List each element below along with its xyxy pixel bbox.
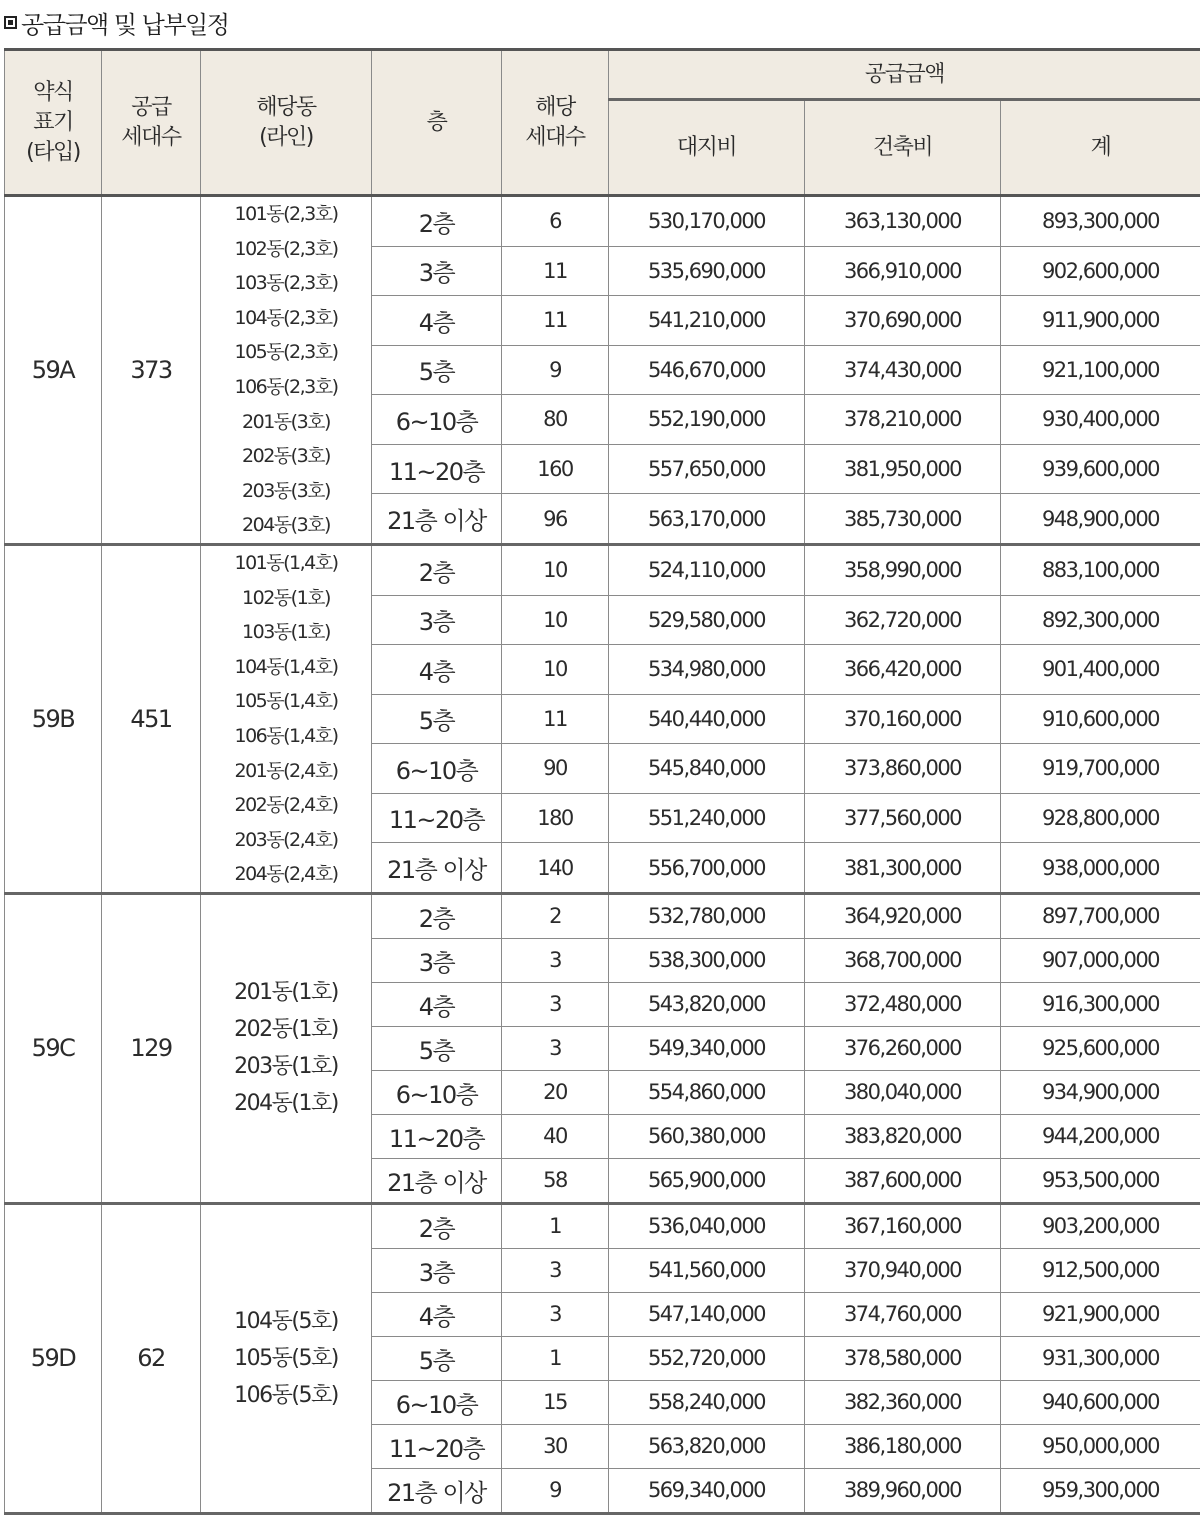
floor-cell: 21층 이상 xyxy=(372,1468,502,1513)
units-cell: 180 xyxy=(502,793,609,843)
units-cell: 160 xyxy=(502,444,609,494)
land-cost-cell: 551,240,000 xyxy=(609,793,805,843)
dong-line-item: 101동(1,4호) xyxy=(201,546,371,581)
land-cost-cell: 558,240,000 xyxy=(609,1380,805,1424)
total-cell: 916,300,000 xyxy=(1001,982,1200,1026)
supply-units-cell: 62 xyxy=(102,1203,201,1513)
building-cost-cell: 376,260,000 xyxy=(805,1026,1001,1070)
header-type xyxy=(5,50,102,196)
header-units xyxy=(502,50,609,196)
floor-cell: 3층 xyxy=(372,938,502,982)
dong-line-item: 106동(2,3호) xyxy=(201,370,371,405)
header-type-line: 약식 xyxy=(5,78,101,108)
land-cost-cell: 563,170,000 xyxy=(609,494,805,545)
table-row xyxy=(5,544,1200,595)
floor-cell: 3층 xyxy=(372,246,502,296)
total-cell: 919,700,000 xyxy=(1001,744,1200,794)
land-cost-cell: 556,700,000 xyxy=(609,843,805,894)
land-cost-cell: 538,300,000 xyxy=(609,938,805,982)
building-cost-cell: 382,360,000 xyxy=(805,1380,1001,1424)
dong-line-cell xyxy=(201,544,372,893)
total-cell: 959,300,000 xyxy=(1001,1468,1200,1513)
dong-line-cell xyxy=(201,1203,372,1513)
units-cell: 20 xyxy=(502,1070,609,1114)
building-cost-cell: 374,430,000 xyxy=(805,345,1001,395)
dong-line-item: 104동(1,4호) xyxy=(201,650,371,685)
floor-cell: 4층 xyxy=(372,1292,502,1336)
land-cost-cell: 529,580,000 xyxy=(609,595,805,645)
header-dong-line xyxy=(201,50,372,196)
units-cell: 140 xyxy=(502,843,609,894)
total-cell: 934,900,000 xyxy=(1001,1070,1200,1114)
header-units-line: 해당 xyxy=(502,93,608,123)
units-cell: 10 xyxy=(502,645,609,695)
header-building-cost: 건축비 xyxy=(805,100,1001,196)
land-cost-cell: 557,650,000 xyxy=(609,444,805,494)
header-type-line: 표기 xyxy=(5,108,101,138)
land-cost-cell: 547,140,000 xyxy=(609,1292,805,1336)
header-supply-units xyxy=(102,50,201,196)
units-cell: 10 xyxy=(502,595,609,645)
land-cost-cell: 530,170,000 xyxy=(609,196,805,247)
dong-line-item: 103동(2,3호) xyxy=(201,266,371,301)
floor-cell: 5층 xyxy=(372,694,502,744)
land-cost-cell: 536,040,000 xyxy=(609,1203,805,1248)
supply-price-table xyxy=(4,48,1200,1515)
type-cell: 59C xyxy=(5,893,102,1203)
dong-line-item: 202동(1호) xyxy=(201,1011,371,1048)
floor-cell: 4층 xyxy=(372,982,502,1026)
floor-cell: 2층 xyxy=(372,1203,502,1248)
total-cell: 893,300,000 xyxy=(1001,196,1200,247)
table-header xyxy=(5,50,1200,196)
header-total: 계 xyxy=(1001,100,1200,196)
dong-line-item: 106동(1,4호) xyxy=(201,719,371,754)
dong-line-item: 105동(2,3호) xyxy=(201,335,371,370)
dong-line-cell xyxy=(201,196,372,545)
total-cell: 903,200,000 xyxy=(1001,1203,1200,1248)
land-cost-cell: 549,340,000 xyxy=(609,1026,805,1070)
floor-cell: 11~20층 xyxy=(372,1114,502,1158)
total-cell: 953,500,000 xyxy=(1001,1158,1200,1203)
dong-line-item: 204동(3호) xyxy=(201,508,371,543)
building-cost-cell: 378,580,000 xyxy=(805,1336,1001,1380)
units-cell: 30 xyxy=(502,1424,609,1468)
total-cell: 950,000,000 xyxy=(1001,1424,1200,1468)
floor-cell: 3층 xyxy=(372,595,502,645)
floor-cell: 11~20층 xyxy=(372,793,502,843)
header-units-line: 세대수 xyxy=(502,123,608,153)
building-cost-cell: 370,940,000 xyxy=(805,1248,1001,1292)
building-cost-cell: 366,420,000 xyxy=(805,645,1001,695)
building-cost-cell: 387,600,000 xyxy=(805,1158,1001,1203)
total-cell: 911,900,000 xyxy=(1001,296,1200,346)
type-cell: 59B xyxy=(5,544,102,893)
floor-cell: 5층 xyxy=(372,345,502,395)
dong-line-item: 204동(1호) xyxy=(201,1085,371,1122)
land-cost-cell: 563,820,000 xyxy=(609,1424,805,1468)
land-cost-cell: 532,780,000 xyxy=(609,893,805,938)
total-cell: 921,900,000 xyxy=(1001,1292,1200,1336)
land-cost-cell: 534,980,000 xyxy=(609,645,805,695)
building-cost-cell: 358,990,000 xyxy=(805,544,1001,595)
building-cost-cell: 383,820,000 xyxy=(805,1114,1001,1158)
units-cell: 80 xyxy=(502,395,609,445)
building-cost-cell: 385,730,000 xyxy=(805,494,1001,545)
total-cell: 921,100,000 xyxy=(1001,345,1200,395)
type-cell: 59A xyxy=(5,196,102,545)
units-cell: 9 xyxy=(502,345,609,395)
building-cost-cell: 380,040,000 xyxy=(805,1070,1001,1114)
floor-cell: 21층 이상 xyxy=(372,843,502,894)
land-cost-cell: 541,210,000 xyxy=(609,296,805,346)
header-supply-price: 공급금액 xyxy=(609,50,1200,100)
land-cost-cell: 543,820,000 xyxy=(609,982,805,1026)
land-cost-cell: 560,380,000 xyxy=(609,1114,805,1158)
table-row xyxy=(5,196,1200,247)
dong-line-item: 104동(2,3호) xyxy=(201,301,371,336)
total-cell: 912,500,000 xyxy=(1001,1248,1200,1292)
floor-cell: 21층 이상 xyxy=(372,1158,502,1203)
units-cell: 2 xyxy=(502,893,609,938)
total-cell: 901,400,000 xyxy=(1001,645,1200,695)
supply-units-cell: 129 xyxy=(102,893,201,1203)
total-cell: 930,400,000 xyxy=(1001,395,1200,445)
total-cell: 925,600,000 xyxy=(1001,1026,1200,1070)
units-cell: 3 xyxy=(502,1026,609,1070)
supply-units-cell: 451 xyxy=(102,544,201,893)
dong-line-item: 201동(1호) xyxy=(201,974,371,1011)
dong-line-item: 201동(3호) xyxy=(201,405,371,440)
building-cost-cell: 366,910,000 xyxy=(805,246,1001,296)
units-cell: 1 xyxy=(502,1203,609,1248)
building-cost-cell: 367,160,000 xyxy=(805,1203,1001,1248)
dong-line-item: 104동(5호) xyxy=(201,1303,371,1340)
units-cell: 6 xyxy=(502,196,609,247)
square-bullet-icon xyxy=(4,16,17,29)
section-title xyxy=(4,2,228,42)
land-cost-cell: 569,340,000 xyxy=(609,1468,805,1513)
land-cost-cell: 552,190,000 xyxy=(609,395,805,445)
building-cost-cell: 362,720,000 xyxy=(805,595,1001,645)
total-cell: 892,300,000 xyxy=(1001,595,1200,645)
total-cell: 883,100,000 xyxy=(1001,544,1200,595)
total-cell: 928,800,000 xyxy=(1001,793,1200,843)
land-cost-cell: 565,900,000 xyxy=(609,1158,805,1203)
units-cell: 11 xyxy=(502,694,609,744)
floor-cell: 2층 xyxy=(372,544,502,595)
total-cell: 939,600,000 xyxy=(1001,444,1200,494)
land-cost-cell: 535,690,000 xyxy=(609,246,805,296)
table-body xyxy=(5,196,1200,1514)
dong-line-item: 203동(2,4호) xyxy=(201,823,371,858)
units-cell: 11 xyxy=(502,246,609,296)
land-cost-cell: 552,720,000 xyxy=(609,1336,805,1380)
dong-line-item: 203동(3호) xyxy=(201,474,371,509)
floor-cell: 11~20층 xyxy=(372,444,502,494)
dong-line-item: 106동(5호) xyxy=(201,1377,371,1414)
dong-line-item: 103동(1호) xyxy=(201,615,371,650)
dong-line-item: 201동(2,4호) xyxy=(201,754,371,789)
land-cost-cell: 554,860,000 xyxy=(609,1070,805,1114)
floor-cell: 21층 이상 xyxy=(372,494,502,545)
total-cell: 897,700,000 xyxy=(1001,893,1200,938)
building-cost-cell: 389,960,000 xyxy=(805,1468,1001,1513)
floor-cell: 3층 xyxy=(372,1248,502,1292)
total-cell: 910,600,000 xyxy=(1001,694,1200,744)
land-cost-cell: 546,670,000 xyxy=(609,345,805,395)
floor-cell: 2층 xyxy=(372,196,502,247)
units-cell: 90 xyxy=(502,744,609,794)
land-cost-cell: 524,110,000 xyxy=(609,544,805,595)
units-cell: 3 xyxy=(502,982,609,1026)
table-row xyxy=(5,893,1200,938)
dong-line-item: 105동(1,4호) xyxy=(201,684,371,719)
floor-cell: 6~10층 xyxy=(372,1380,502,1424)
dong-line-item: 101동(2,3호) xyxy=(201,197,371,232)
dong-line-item: 202동(3호) xyxy=(201,439,371,474)
header-dong-text: (라인) xyxy=(201,123,371,153)
units-cell: 3 xyxy=(502,1248,609,1292)
header-type-line: (타입) xyxy=(5,138,101,168)
dong-line-item: 105동(5호) xyxy=(201,1340,371,1377)
total-cell: 907,000,000 xyxy=(1001,938,1200,982)
building-cost-cell: 377,560,000 xyxy=(805,793,1001,843)
units-cell: 10 xyxy=(502,544,609,595)
total-cell: 931,300,000 xyxy=(1001,1336,1200,1380)
building-cost-cell: 370,690,000 xyxy=(805,296,1001,346)
floor-cell: 6~10층 xyxy=(372,744,502,794)
land-cost-cell: 541,560,000 xyxy=(609,1248,805,1292)
floor-cell: 6~10층 xyxy=(372,1070,502,1114)
type-cell: 59D xyxy=(5,1203,102,1513)
total-cell: 944,200,000 xyxy=(1001,1114,1200,1158)
land-cost-cell: 545,840,000 xyxy=(609,744,805,794)
dong-line-item: 102동(2,3호) xyxy=(201,232,371,267)
section-title-text: 공급금액 및 납부일정 xyxy=(21,5,228,40)
units-cell: 40 xyxy=(502,1114,609,1158)
header-supply-line: 공급 xyxy=(102,93,200,123)
floor-cell: 6~10층 xyxy=(372,395,502,445)
units-cell: 1 xyxy=(502,1336,609,1380)
units-cell: 3 xyxy=(502,1292,609,1336)
header-dong-text: 해당동 xyxy=(201,93,371,123)
dong-line-item: 203동(1호) xyxy=(201,1048,371,1085)
building-cost-cell: 372,480,000 xyxy=(805,982,1001,1026)
floor-cell: 11~20층 xyxy=(372,1424,502,1468)
header-land-cost: 대지비 xyxy=(609,100,805,196)
units-cell: 9 xyxy=(502,1468,609,1513)
building-cost-cell: 378,210,000 xyxy=(805,395,1001,445)
total-cell: 948,900,000 xyxy=(1001,494,1200,545)
header-supply-line: 세대수 xyxy=(102,123,200,153)
building-cost-cell: 381,950,000 xyxy=(805,444,1001,494)
units-cell: 96 xyxy=(502,494,609,545)
units-cell: 3 xyxy=(502,938,609,982)
header-floor: 층 xyxy=(372,50,502,196)
units-cell: 58 xyxy=(502,1158,609,1203)
units-cell: 15 xyxy=(502,1380,609,1424)
total-cell: 940,600,000 xyxy=(1001,1380,1200,1424)
total-cell: 938,000,000 xyxy=(1001,843,1200,894)
floor-cell: 4층 xyxy=(372,645,502,695)
dong-line-item: 202동(2,4호) xyxy=(201,788,371,823)
land-cost-cell: 540,440,000 xyxy=(609,694,805,744)
building-cost-cell: 386,180,000 xyxy=(805,1424,1001,1468)
units-cell: 11 xyxy=(502,296,609,346)
floor-cell: 5층 xyxy=(372,1026,502,1070)
supply-units-cell: 373 xyxy=(102,196,201,545)
building-cost-cell: 373,860,000 xyxy=(805,744,1001,794)
building-cost-cell: 381,300,000 xyxy=(805,843,1001,894)
building-cost-cell: 374,760,000 xyxy=(805,1292,1001,1336)
building-cost-cell: 370,160,000 xyxy=(805,694,1001,744)
total-cell: 902,600,000 xyxy=(1001,246,1200,296)
dong-line-item: 102동(1호) xyxy=(201,581,371,616)
dong-line-cell xyxy=(201,893,372,1203)
building-cost-cell: 364,920,000 xyxy=(805,893,1001,938)
dong-line-item: 204동(2,4호) xyxy=(201,857,371,892)
floor-cell: 5층 xyxy=(372,1336,502,1380)
table-row xyxy=(5,1203,1200,1248)
building-cost-cell: 363,130,000 xyxy=(805,196,1001,247)
floor-cell: 2층 xyxy=(372,893,502,938)
floor-cell: 4층 xyxy=(372,296,502,346)
building-cost-cell: 368,700,000 xyxy=(805,938,1001,982)
